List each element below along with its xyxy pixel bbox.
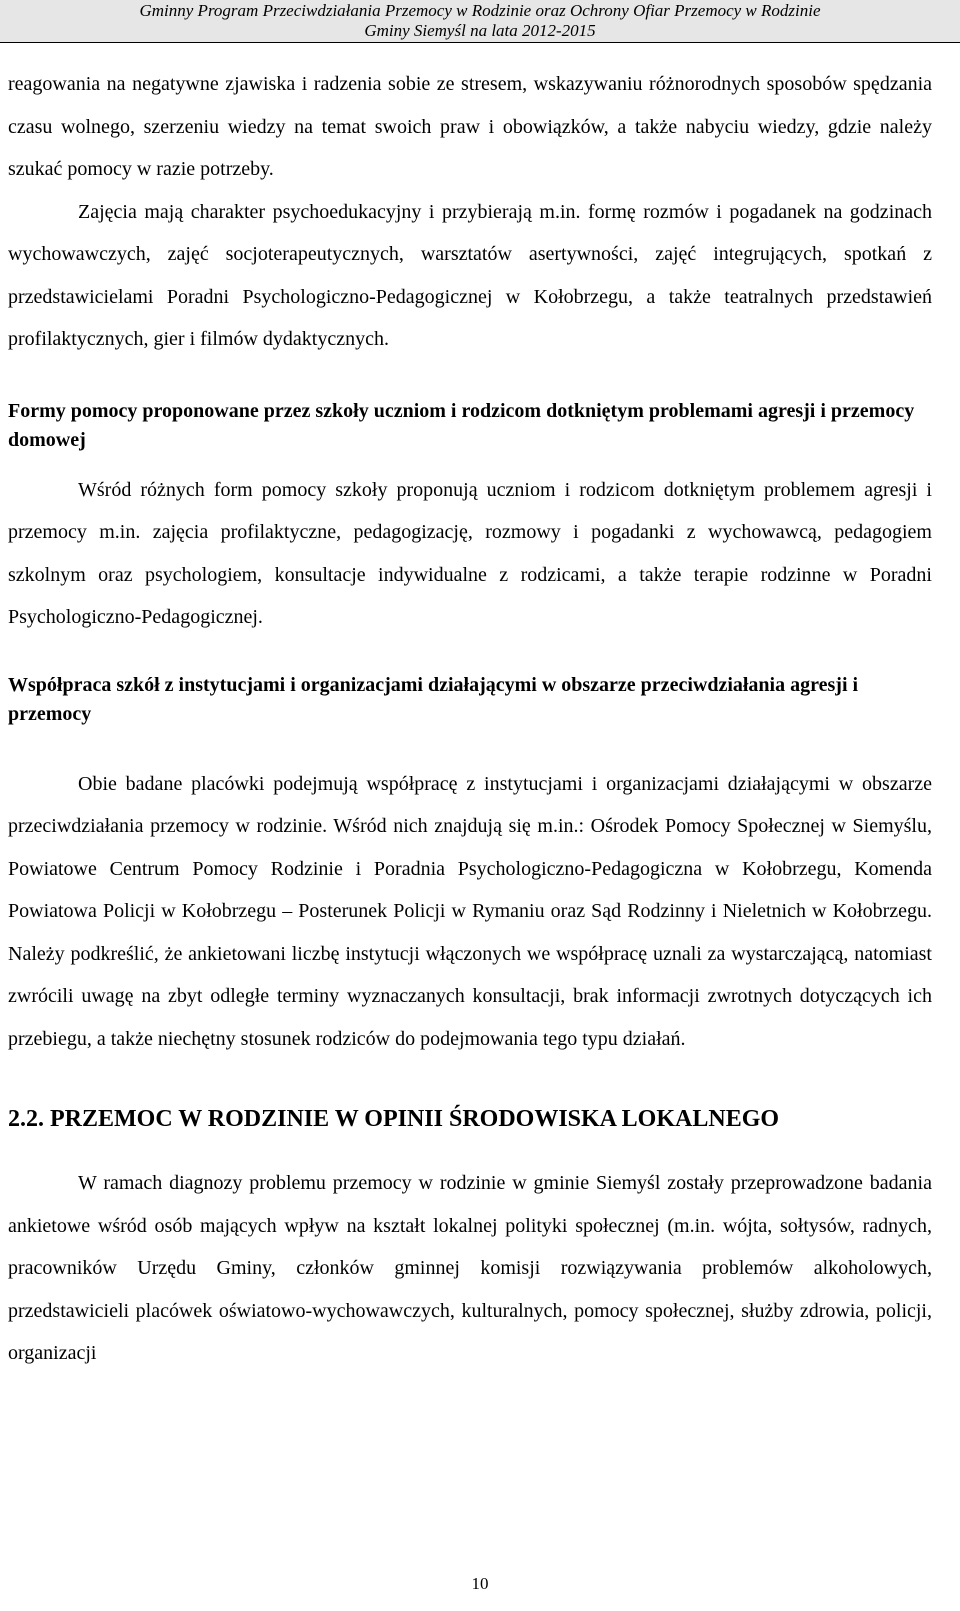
paragraph-forms-of-help: Wśród różnych form pomocy szkoły proponują uczniom i rodzicom dotkniętym problemem agresji i przemocy m.in. zajęcia profilaktyczne, pedagogizację, rozmowy i pogadanki z wychowawcą, pedagogiem szkolnym oraz psychologiem, konsultacje indywidualne z rodzicami, a także terapie rodzinne w Poradni Psychologiczno-Pedagogicznej.: [8, 478, 932, 628]
heading-forms-of-help: Formy pomocy proponowane przez szkoły uczniom i rodzicom dotkniętym problemami agresji i przemocy domowej: [8, 399, 915, 451]
page-header: [0, 0, 960, 43]
header-program-period: Gminy Siemyśl na lata 2012-2015: [364, 21, 596, 40]
section-title: 2.2. PRZEMOC W RODZINIE W OPINII ŚRODOWISKA LOKALNEGO: [8, 1106, 780, 1132]
header-program-title: Gminny Program Przeciwdziałania Przemocy w Rodzinie oraz Ochrony Ofiar Przemocy w Rodzinie: [139, 1, 821, 20]
document-body: [8, 48, 932, 1375]
paragraph-local-opinion: W ramach diagnozy problemu przemocy w rodzinie w gminie Siemyśl zostały przeprowadzone badania ankietowe wśród osób mających wpływ na kształt lokalnej polityki społecznej (m.in. wójta, sołtysów, radnych, pracowników Urzędu Gminy, członków gminnej komisji rozwiązywania problemów alkoholowych, przedstawicieli placówek oświatowo-wychowawczych, kulturalnych, pomocy społecznej, służby zdrowia, policji, organizacji: [8, 1172, 932, 1364]
heading-cooperation: Współpraca szkół z instytucjami i organizacjami działającymi w obszarze przeciwdziałania agresji i przemocy: [8, 673, 859, 725]
paragraph-class-types: Zajęcia mają charakter psychoedukacyjny i przybierają m.in. formę rozmów i pogadanek na godzinach wychowawczych, zajęć socjoterapeutycznych, warsztatów asertywności, zajęć integrujących, spotkań z przedstawicielami Poradni Psychologiczno-Pedagogicznej w Kołobrzegu, a także teatralnych przedstawień profilaktycznych, gier i filmów dydaktycznych.: [8, 200, 932, 350]
paragraph-cooperation: Obie badane placówki podejmują współpracę z instytucjami i organizacjami działającymi w obszarze przeciwdziałania przemocy w rodzinie. Wśród nich znajdują się m.in.: Ośrodek Pomocy Społecznej w Siemyślu, Powiatowe Centrum Pomocy Rodzinie i Poradnia Psychologiczno-Pedagogiczna w Kołobrzegu, Komenda Powiatowa Policji w Kołobrzegu – Posterunek Policji w Rymaniu oraz Sąd Rodzinny i Nieletnich w Kołobrzegu. Należy podkreślić, że ankietowani liczbę instytucji włączonych we współpracę uznali za wystarczającą, natomiast zwrócili uwagę na zbyt odległe terminy wyznaczanych konsultacji, brak informacji zwrotnych dotyczących ich przebiegu, a także niechętny stosunek rodziców do podejmowania tego typu działań.: [8, 772, 932, 1050]
paragraph-intro-continuation: reagowania na negatywne zjawiska i radzenia sobie ze stresem, wskazywaniu różnorodnych sposobów spędzania czasu wolnego, szerzeniu wiedzy na temat swoich praw i obowiązków, a także nabyciu wiedzy, gdzie należy szukać pomocy w razie potrzeby.: [8, 73, 932, 180]
page-number: 10: [471, 1574, 489, 1593]
